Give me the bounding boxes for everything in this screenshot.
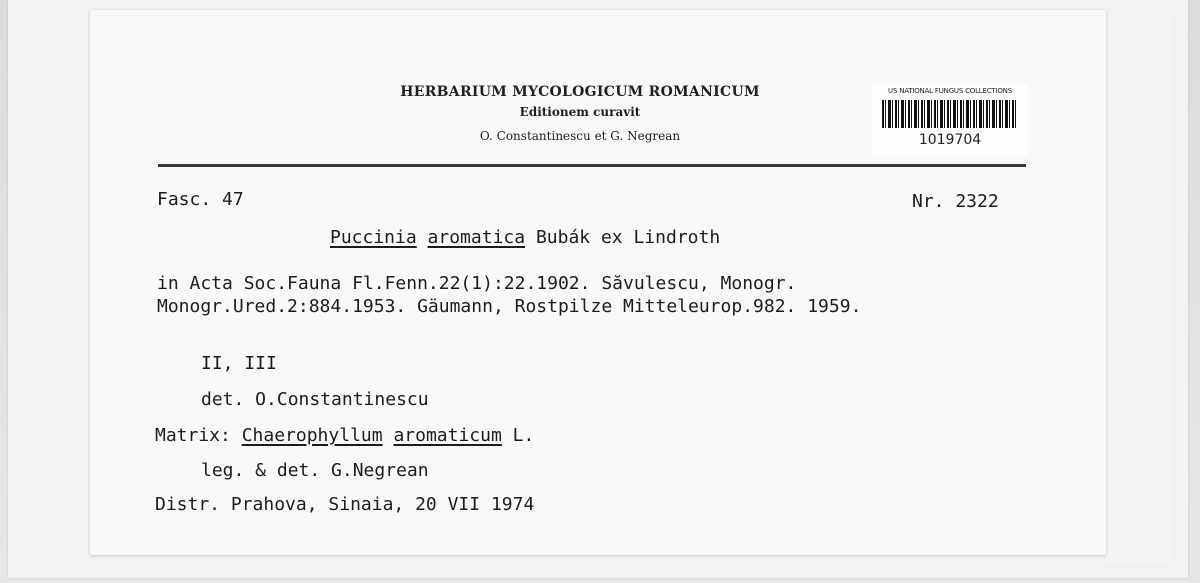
header-divider — [158, 164, 1026, 167]
host-genus: Chaerophyllum — [241, 425, 383, 446]
spore-stages: II, III — [201, 353, 277, 374]
institution-title: HERBARIUM MYCOLOGICUM ROMANICUM — [400, 84, 760, 100]
label-edge — [1106, 16, 1172, 564]
genus-name: Puccinia — [330, 227, 417, 248]
species-name — [330, 227, 720, 248]
host-authority: L. — [512, 425, 535, 446]
barcode-number: 1019704 — [918, 132, 982, 148]
barcode-icon — [882, 100, 1018, 128]
editors-line: O. Constantinescu et G. Negrean — [479, 129, 681, 143]
species-epithet: aromatica — [427, 227, 526, 248]
exsiccata-number: Nr. 2322 — [912, 191, 999, 212]
barcode-label — [872, 84, 1028, 156]
barcode-collection: US NATIONAL FUNGUS COLLECTIONS — [888, 87, 1012, 95]
edition-line: Editionem curavit — [519, 105, 641, 119]
host-epithet: aromaticum — [393, 425, 502, 446]
host-matrix — [155, 425, 534, 446]
collector: leg. & det. G.Negrean — [201, 460, 429, 481]
label-header — [300, 82, 860, 150]
matrix-label: Matrix: — [155, 425, 231, 446]
locality-date: Distr. Prahova, Sinaia, 20 VII 1974 — [155, 494, 535, 515]
species-authority: Bubák ex Lindroth — [535, 227, 721, 248]
literature-citation: in Acta Soc.Fauna Fl.Fenn.22(1):22.1902. Săvulescu, Monogr. Monogr.Ured.2:884.1953. Gäumann, Rostpilze Mitteleurop.982. 1959. — [157, 273, 862, 317]
determiner: det. O.Constantinescu — [201, 389, 429, 410]
fascicle: Fasc. 47 — [157, 189, 244, 210]
